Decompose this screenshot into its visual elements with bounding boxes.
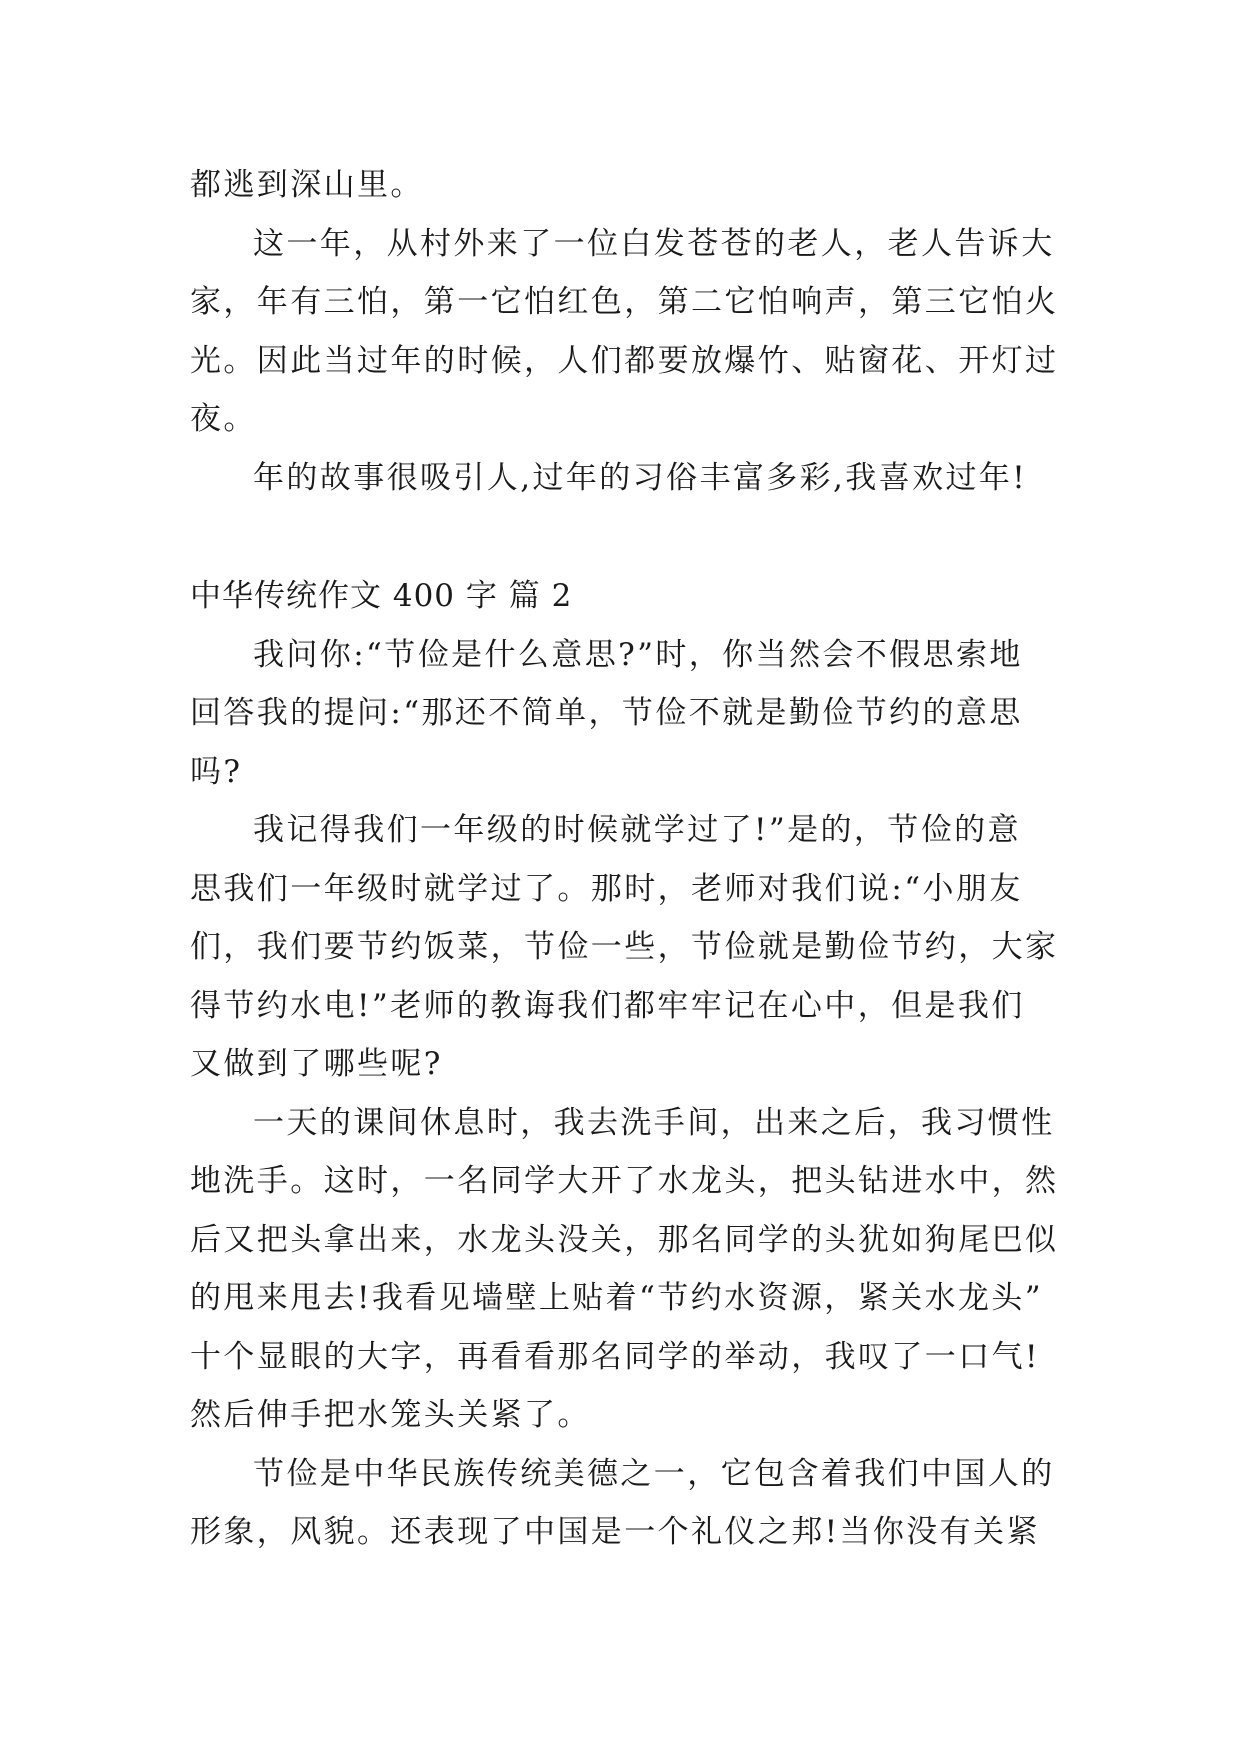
paragraph-line: 然后伸手把水笼头关紧了。: [190, 1397, 591, 1433]
paragraph-line: 回答我的提问:“那还不简单，节俭不就是勤俭节约的意思: [190, 695, 1023, 731]
paragraph-line: 的甩来甩去!我看见墙壁上贴着“节约水资源，紧关水龙头”: [190, 1280, 1043, 1316]
paragraph-line: 我问你:“节俭是什么意思?”时，你当然会不假思索地: [253, 636, 1023, 673]
paragraph-line: 年的故事很吸引人,过年的习俗丰富多彩,我喜欢过年!: [253, 459, 1028, 496]
section-heading: 中华传统作文 400 字 篇 2: [190, 578, 573, 614]
paragraph-line: 地洗手。这时，一名同学大开了水龙头，把头钻进水中，然: [190, 1163, 1059, 1199]
paragraph-line: 思我们一年级时就学过了。那时，老师对我们说:“小朋友: [190, 870, 1023, 907]
paragraph-line: 一天的课间休息时，我去洗手间，出来之后，我习惯性: [253, 1104, 1055, 1141]
paragraph-line: 节俭是中华民族传统美德之一，它包含着我们中国人的: [253, 1455, 1055, 1492]
paragraph-line: 光。因此当过年的时候，人们都要放爆竹、贴窗花、开灯过: [190, 342, 1059, 379]
paragraph-line: 形象，风貌。还表现了中国是一个礼仪之邦!当你没有关紧: [190, 1514, 1040, 1550]
paragraph-line: 都逃到深山里。: [190, 167, 424, 203]
paragraph-line: 得节约水电!”老师的教诲我们都牢牢记在心中，但是我们: [190, 987, 1025, 1024]
paragraph-line: 吗?: [190, 753, 243, 790]
paragraph-line: 我记得我们一年级的时候就学过了!”是的，节俭的意: [253, 812, 1021, 848]
paragraph-line: 这一年，从村外来了一位白发苍苍的老人，老人告诉大: [253, 225, 1055, 262]
paragraph-line: 家，年有三怕，第一它怕红色，第二它怕响声，第三它怕火: [190, 284, 1059, 320]
paragraph-line: 夜。: [190, 401, 257, 437]
paragraph-line: 后又把头拿出来，水龙头没关，那名同学的头犹如狗尾巴似: [190, 1221, 1059, 1258]
section-spacer: [190, 507, 1050, 567]
document-body: [190, 156, 1059, 1562]
paragraph-line: 又做到了哪些呢?: [190, 1046, 443, 1082]
paragraph-line: 十个显眼的大字，再看看那名同学的举动，我叹了一口气!: [190, 1338, 1040, 1375]
paragraph-line: 们，我们要节约饭菜，节俭一些，节俭就是勤俭节约，大家: [190, 929, 1059, 965]
